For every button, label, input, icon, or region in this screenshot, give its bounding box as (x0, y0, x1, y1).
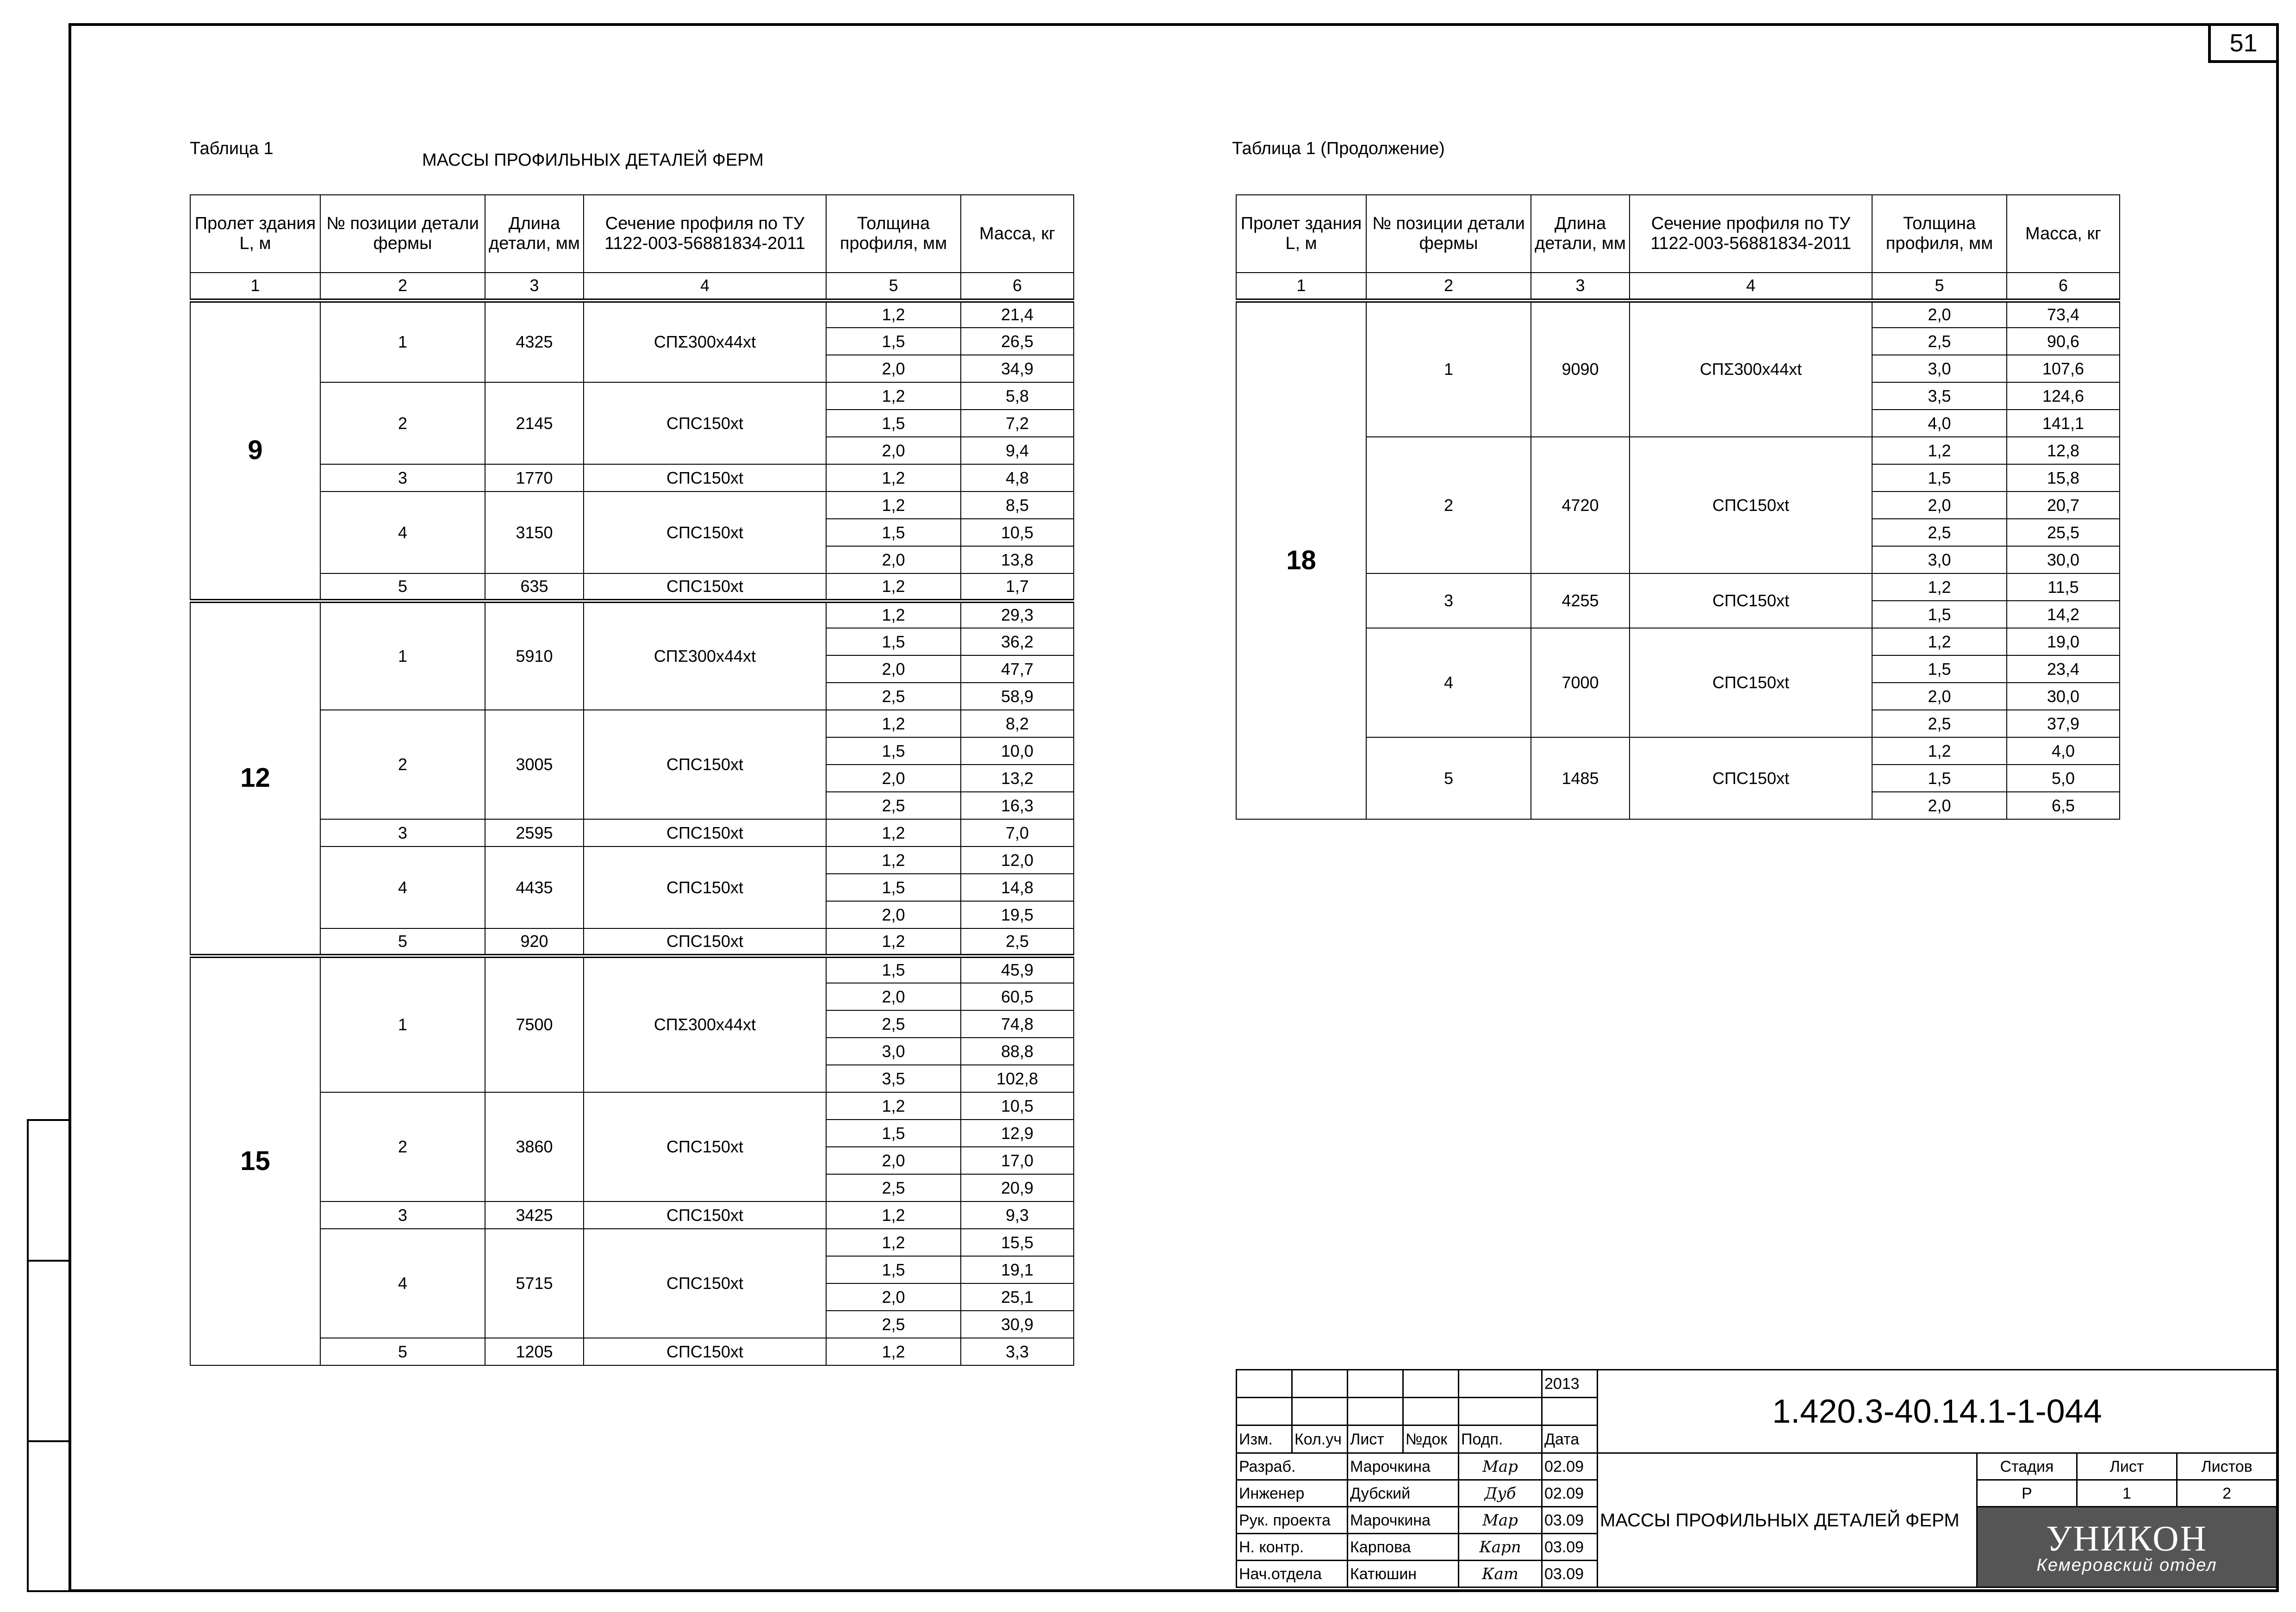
column-number: 2 (320, 273, 485, 300)
left-table-caption: Таблица 1 (190, 139, 274, 158)
profile-thickness: 1,5 (826, 956, 961, 983)
sheet-label: Лист (2077, 1453, 2177, 1480)
date-project-lead: 03.09 (1542, 1507, 1598, 1534)
part-length: 5715 (485, 1229, 584, 1338)
table-row (190, 956, 1074, 983)
position-number: 2 (1366, 437, 1531, 573)
column-header: Сечение профиля по ТУ 1122-003-56881834-2011 (584, 195, 826, 273)
profile-thickness: 2,0 (826, 765, 961, 792)
table-row (190, 710, 1074, 737)
signature: Карп (1459, 1534, 1542, 1561)
column-number: 6 (961, 273, 1074, 300)
part-mass: 19,1 (961, 1256, 1074, 1283)
part-length: 9090 (1531, 300, 1630, 437)
date-head-of-dept: 03.09 (1542, 1561, 1598, 1587)
profile-thickness: 1,5 (826, 628, 961, 655)
table-row (190, 928, 1074, 956)
table-row (190, 1092, 1074, 1120)
profile-thickness: 2,0 (826, 1283, 961, 1311)
profile-thickness: 1,2 (826, 1338, 961, 1365)
profile-section: СПС150хt (584, 1201, 826, 1229)
part-mass: 3,3 (961, 1338, 1074, 1365)
part-mass: 30,0 (2007, 546, 2120, 573)
profile-thickness: 2,5 (1872, 328, 2007, 355)
position-number: 4 (320, 1229, 485, 1338)
position-number: 5 (1366, 737, 1531, 819)
masses-table (190, 194, 1074, 1366)
part-length: 3425 (485, 1201, 584, 1229)
table-row (1236, 437, 2120, 464)
profile-thickness: 3,5 (1872, 382, 2007, 410)
part-mass: 19,0 (2007, 628, 2120, 655)
table-row (190, 382, 1074, 410)
stage-value: Р (1977, 1480, 2077, 1507)
part-mass: 141,1 (2007, 410, 2120, 437)
part-mass: 6,5 (2007, 792, 2120, 819)
profile-thickness: 1,2 (826, 382, 961, 410)
column-number: 4 (1630, 273, 1872, 300)
part-mass: 4,8 (961, 464, 1074, 492)
part-mass: 34,9 (961, 355, 1074, 382)
part-mass: 15,5 (961, 1229, 1074, 1256)
profile-thickness: 2,5 (1872, 519, 2007, 546)
profile-thickness: 2,0 (826, 901, 961, 928)
column-number: 3 (1531, 273, 1630, 300)
part-length: 4255 (1531, 573, 1630, 628)
position-number: 3 (320, 464, 485, 492)
name-razrab: Марочкина (1348, 1453, 1459, 1480)
position-number: 2 (320, 1092, 485, 1201)
profile-thickness: 1,5 (1872, 765, 2007, 792)
signature: Кат (1459, 1561, 1542, 1587)
date-norm-control: 03.09 (1542, 1534, 1598, 1561)
profile-thickness: 1,5 (826, 519, 961, 546)
profile-thickness: 1,5 (1872, 464, 2007, 492)
column-header: Длина детали, мм (485, 195, 584, 273)
title-block (1236, 1369, 2277, 1588)
table-row (1236, 573, 2120, 601)
profile-section: СПС150хt (584, 710, 826, 819)
part-mass: 47,7 (961, 655, 1074, 683)
masses-table-continuation (1236, 194, 2120, 820)
part-length: 4720 (1531, 437, 1630, 573)
role-head-of-dept: Нач.отдела (1237, 1561, 1348, 1587)
span-value: 9 (190, 300, 320, 601)
column-header: № позиции детали фермы (1366, 195, 1531, 273)
part-length: 4435 (485, 846, 584, 928)
table-row (1236, 628, 2120, 655)
part-mass: 10,0 (961, 737, 1074, 765)
position-number: 1 (320, 300, 485, 382)
profile-thickness: 1,2 (1872, 737, 2007, 765)
role-norm-control: Н. контр. (1237, 1534, 1348, 1561)
profile-thickness: 3,0 (1872, 546, 2007, 573)
part-mass: 9,3 (961, 1201, 1074, 1229)
profile-section: СПΣ300х44хt (584, 601, 826, 710)
column-header: Длина детали, мм (1531, 195, 1630, 273)
sheets-value: 2 (2177, 1480, 2277, 1507)
date-engineer: 02.09 (1542, 1480, 1598, 1507)
column-header: Пролет здания L, м (1236, 195, 1366, 273)
part-mass: 30,0 (2007, 683, 2120, 710)
part-mass: 73,4 (2007, 300, 2120, 328)
part-mass: 21,4 (961, 300, 1074, 328)
table-row (1236, 737, 2120, 765)
part-mass: 7,2 (961, 410, 1074, 437)
part-mass: 7,0 (961, 819, 1074, 846)
profile-thickness: 2,5 (826, 683, 961, 710)
role-razrab: Разраб. (1237, 1453, 1348, 1480)
span-value: 12 (190, 601, 320, 956)
document-code: 1.420.3-40.14.1-1-044 (1598, 1370, 2277, 1453)
right-table-caption: Таблица 1 (Продолжение) (1232, 139, 1445, 158)
position-number: 4 (320, 846, 485, 928)
table-row (190, 819, 1074, 846)
part-mass: 23,4 (2007, 655, 2120, 683)
date-razrab: 02.09 (1542, 1453, 1598, 1480)
part-mass: 12,0 (961, 846, 1074, 874)
table-row (190, 601, 1074, 628)
part-mass: 25,5 (2007, 519, 2120, 546)
profile-thickness: 1,2 (826, 1092, 961, 1120)
part-mass: 45,9 (961, 956, 1074, 983)
profile-section: СПС150хt (584, 1092, 826, 1201)
table-row (190, 300, 1074, 328)
part-mass: 20,7 (2007, 492, 2120, 519)
part-mass: 1,7 (961, 573, 1074, 601)
profile-thickness: 2,5 (826, 1174, 961, 1201)
profile-thickness: 2,0 (826, 983, 961, 1010)
part-mass: 20,9 (961, 1174, 1074, 1201)
profile-section: СПС150хt (584, 928, 826, 956)
table-row (190, 492, 1074, 519)
profile-thickness: 1,5 (1872, 601, 2007, 628)
part-mass: 12,8 (2007, 437, 2120, 464)
name-engineer: Дубский (1348, 1480, 1459, 1507)
profile-thickness: 1,5 (1872, 655, 2007, 683)
profile-thickness: 3,0 (1872, 355, 2007, 382)
profile-thickness: 1,5 (826, 737, 961, 765)
profile-thickness: 2,5 (826, 1010, 961, 1038)
span-value: 18 (1236, 300, 1366, 819)
column-header: Сечение профиля по ТУ 1122-003-56881834-2011 (1630, 195, 1872, 273)
sheets-label: Листов (2177, 1453, 2277, 1480)
part-mass: 17,0 (961, 1147, 1074, 1174)
company-logo (1977, 1507, 2277, 1587)
part-mass: 29,3 (961, 601, 1074, 628)
profile-thickness: 1,2 (826, 928, 961, 956)
profile-section: СПΣ300х44хt (1630, 300, 1872, 437)
signature: Мар (1459, 1507, 1542, 1534)
column-number: 5 (1872, 273, 2007, 300)
profile-thickness: 2,0 (1872, 683, 2007, 710)
profile-thickness: 1,2 (826, 601, 961, 628)
profile-thickness: 2,0 (826, 1147, 961, 1174)
col-header-podp: Подп. (1459, 1425, 1542, 1453)
part-mass: 19,5 (961, 901, 1074, 928)
column-header: № позиции детали фермы (320, 195, 485, 273)
profile-thickness: 1,2 (1872, 437, 2007, 464)
part-mass: 36,2 (961, 628, 1074, 655)
part-length: 3860 (485, 1092, 584, 1201)
column-header: Толщина профиля, мм (826, 195, 961, 273)
part-length: 920 (485, 928, 584, 956)
column-number: 5 (826, 273, 961, 300)
part-mass: 102,8 (961, 1065, 1074, 1092)
part-length: 2595 (485, 819, 584, 846)
col-header-izm: Изм. (1237, 1425, 1292, 1453)
profile-section: СПС150хt (584, 492, 826, 573)
part-mass: 13,8 (961, 546, 1074, 573)
part-mass: 2,5 (961, 928, 1074, 956)
profile-thickness: 2,0 (826, 655, 961, 683)
table-row (190, 1338, 1074, 1365)
profile-thickness: 1,2 (826, 464, 961, 492)
column-number: 1 (190, 273, 320, 300)
part-mass: 124,6 (2007, 382, 2120, 410)
part-mass: 13,2 (961, 765, 1074, 792)
part-mass: 5,0 (2007, 765, 2120, 792)
profile-thickness: 1,2 (1872, 628, 2007, 655)
column-number: 1 (1236, 273, 1366, 300)
profile-thickness: 3,0 (826, 1038, 961, 1065)
part-mass: 37,9 (2007, 710, 2120, 737)
profile-section: СПΣ300х44хt (584, 300, 826, 382)
company-department: Кемеровский отдел (2036, 1555, 2217, 1575)
table-row (190, 573, 1074, 601)
profile-thickness: 2,0 (1872, 792, 2007, 819)
document-title: МАССЫ ПРОФИЛЬНЫХ ДЕТАЛЕЙ ФЕРМ (1598, 1453, 1977, 1587)
sheet-value: 1 (2077, 1480, 2177, 1507)
position-number: 1 (320, 956, 485, 1092)
stage-label: Стадия (1977, 1453, 2077, 1480)
profile-section: СПС150хt (584, 464, 826, 492)
profile-thickness: 2,5 (826, 1311, 961, 1338)
part-mass: 12,9 (961, 1120, 1074, 1147)
part-length: 2145 (485, 382, 584, 464)
column-number: 2 (1366, 273, 1531, 300)
part-length: 1205 (485, 1338, 584, 1365)
profile-section: СПС150хt (584, 573, 826, 601)
position-number: 4 (1366, 628, 1531, 737)
left-table-title: МАССЫ ПРОФИЛЬНЫХ ДЕТАЛЕЙ ФЕРМ (422, 150, 764, 170)
profile-section: СПС150хt (584, 1338, 826, 1365)
part-mass: 15,8 (2007, 464, 2120, 492)
signature: Мар (1459, 1453, 1542, 1480)
profile-section: СПС150хt (1630, 437, 1872, 573)
table-row (190, 846, 1074, 874)
profile-thickness: 2,5 (826, 792, 961, 819)
part-mass: 14,2 (2007, 601, 2120, 628)
column-header: Масса, кг (961, 195, 1074, 273)
name-project-lead: Марочкина (1348, 1507, 1459, 1534)
column-header: Пролет здания L, м (190, 195, 320, 273)
position-number: 1 (1366, 300, 1531, 437)
part-mass: 58,9 (961, 683, 1074, 710)
position-number: 1 (320, 601, 485, 710)
profile-thickness: 1,2 (826, 1229, 961, 1256)
span-value: 15 (190, 956, 320, 1365)
part-length: 7500 (485, 956, 584, 1092)
profile-thickness: 1,2 (826, 300, 961, 328)
profile-section: СПС150хt (584, 846, 826, 928)
profile-section: СПС150хt (1630, 573, 1872, 628)
part-length: 1770 (485, 464, 584, 492)
column-number: 3 (485, 273, 584, 300)
part-length: 635 (485, 573, 584, 601)
part-mass: 16,3 (961, 792, 1074, 819)
profile-section: СПΣ300х44хt (584, 956, 826, 1092)
profile-thickness: 1,2 (826, 819, 961, 846)
profile-thickness: 1,2 (826, 1201, 961, 1229)
part-mass: 26,5 (961, 328, 1074, 355)
col-header-list: Лист (1348, 1425, 1403, 1453)
side-stamp-strip (27, 1119, 69, 1592)
position-number: 2 (320, 382, 485, 464)
table-row (190, 1229, 1074, 1256)
part-mass: 60,5 (961, 983, 1074, 1010)
profile-thickness: 4,0 (1872, 410, 2007, 437)
role-project-lead: Рук. проекта (1237, 1507, 1348, 1534)
part-mass: 5,8 (961, 382, 1074, 410)
part-mass: 8,5 (961, 492, 1074, 519)
part-mass: 8,2 (961, 710, 1074, 737)
profile-thickness: 1,5 (826, 1256, 961, 1283)
profile-thickness: 1,5 (826, 874, 961, 901)
profile-thickness: 2,0 (826, 437, 961, 464)
profile-section: СПС150хt (584, 382, 826, 464)
position-number: 5 (320, 928, 485, 956)
column-header: Масса, кг (2007, 195, 2120, 273)
position-number: 5 (320, 573, 485, 601)
position-number: 2 (320, 710, 485, 819)
part-length: 4325 (485, 300, 584, 382)
col-header-ndok: №док (1403, 1425, 1459, 1453)
profile-section: СПС150хt (584, 1229, 826, 1338)
profile-thickness: 1,2 (826, 710, 961, 737)
part-mass: 25,1 (961, 1283, 1074, 1311)
role-engineer: Инженер (1237, 1480, 1348, 1507)
year-cell: 2013 (1542, 1370, 1598, 1398)
profile-thickness: 2,0 (826, 355, 961, 382)
name-head-of-dept: Катюшин (1348, 1561, 1459, 1587)
part-mass: 11,5 (2007, 573, 2120, 601)
part-mass: 88,8 (961, 1038, 1074, 1065)
profile-thickness: 1,5 (826, 410, 961, 437)
signature: Дуб (1459, 1480, 1542, 1507)
part-mass: 10,5 (961, 1092, 1074, 1120)
part-mass: 14,8 (961, 874, 1074, 901)
part-mass: 4,0 (2007, 737, 2120, 765)
position-number: 3 (320, 1201, 485, 1229)
profile-section: СПС150хt (1630, 628, 1872, 737)
profile-thickness: 2,5 (1872, 710, 2007, 737)
column-number: 4 (584, 273, 826, 300)
part-mass: 9,4 (961, 437, 1074, 464)
position-number: 3 (1366, 573, 1531, 628)
column-number: 6 (2007, 273, 2120, 300)
position-number: 3 (320, 819, 485, 846)
profile-thickness: 1,2 (1872, 573, 2007, 601)
part-length: 7000 (1531, 628, 1630, 737)
part-length: 1485 (1531, 737, 1630, 819)
profile-section: СПС150хt (1630, 737, 1872, 819)
part-mass: 90,6 (2007, 328, 2120, 355)
profile-thickness: 1,5 (826, 1120, 961, 1147)
sheet-number: 51 (2208, 23, 2279, 63)
part-length: 3150 (485, 492, 584, 573)
part-mass: 30,9 (961, 1311, 1074, 1338)
profile-thickness: 2,0 (1872, 492, 2007, 519)
table-row (190, 464, 1074, 492)
part-mass: 10,5 (961, 519, 1074, 546)
part-mass: 107,6 (2007, 355, 2120, 382)
table-row (1236, 300, 2120, 328)
profile-thickness: 3,5 (826, 1065, 961, 1092)
table-row (190, 1201, 1074, 1229)
name-norm-control: Карпова (1348, 1534, 1459, 1561)
col-header-data: Дата (1542, 1425, 1598, 1453)
profile-thickness: 1,2 (826, 492, 961, 519)
column-header: Толщина профиля, мм (1872, 195, 2007, 273)
col-header-kol: Кол.уч (1292, 1425, 1348, 1453)
profile-thickness: 1,2 (826, 846, 961, 874)
position-number: 5 (320, 1338, 485, 1365)
profile-thickness: 2,0 (826, 546, 961, 573)
position-number: 4 (320, 492, 485, 573)
profile-section: СПС150хt (584, 819, 826, 846)
company-name: УНИКОН (2046, 1518, 2208, 1558)
part-mass: 74,8 (961, 1010, 1074, 1038)
profile-thickness: 2,0 (1872, 300, 2007, 328)
profile-thickness: 1,5 (826, 328, 961, 355)
profile-thickness: 1,2 (826, 573, 961, 601)
part-length: 5910 (485, 601, 584, 710)
part-length: 3005 (485, 710, 584, 819)
